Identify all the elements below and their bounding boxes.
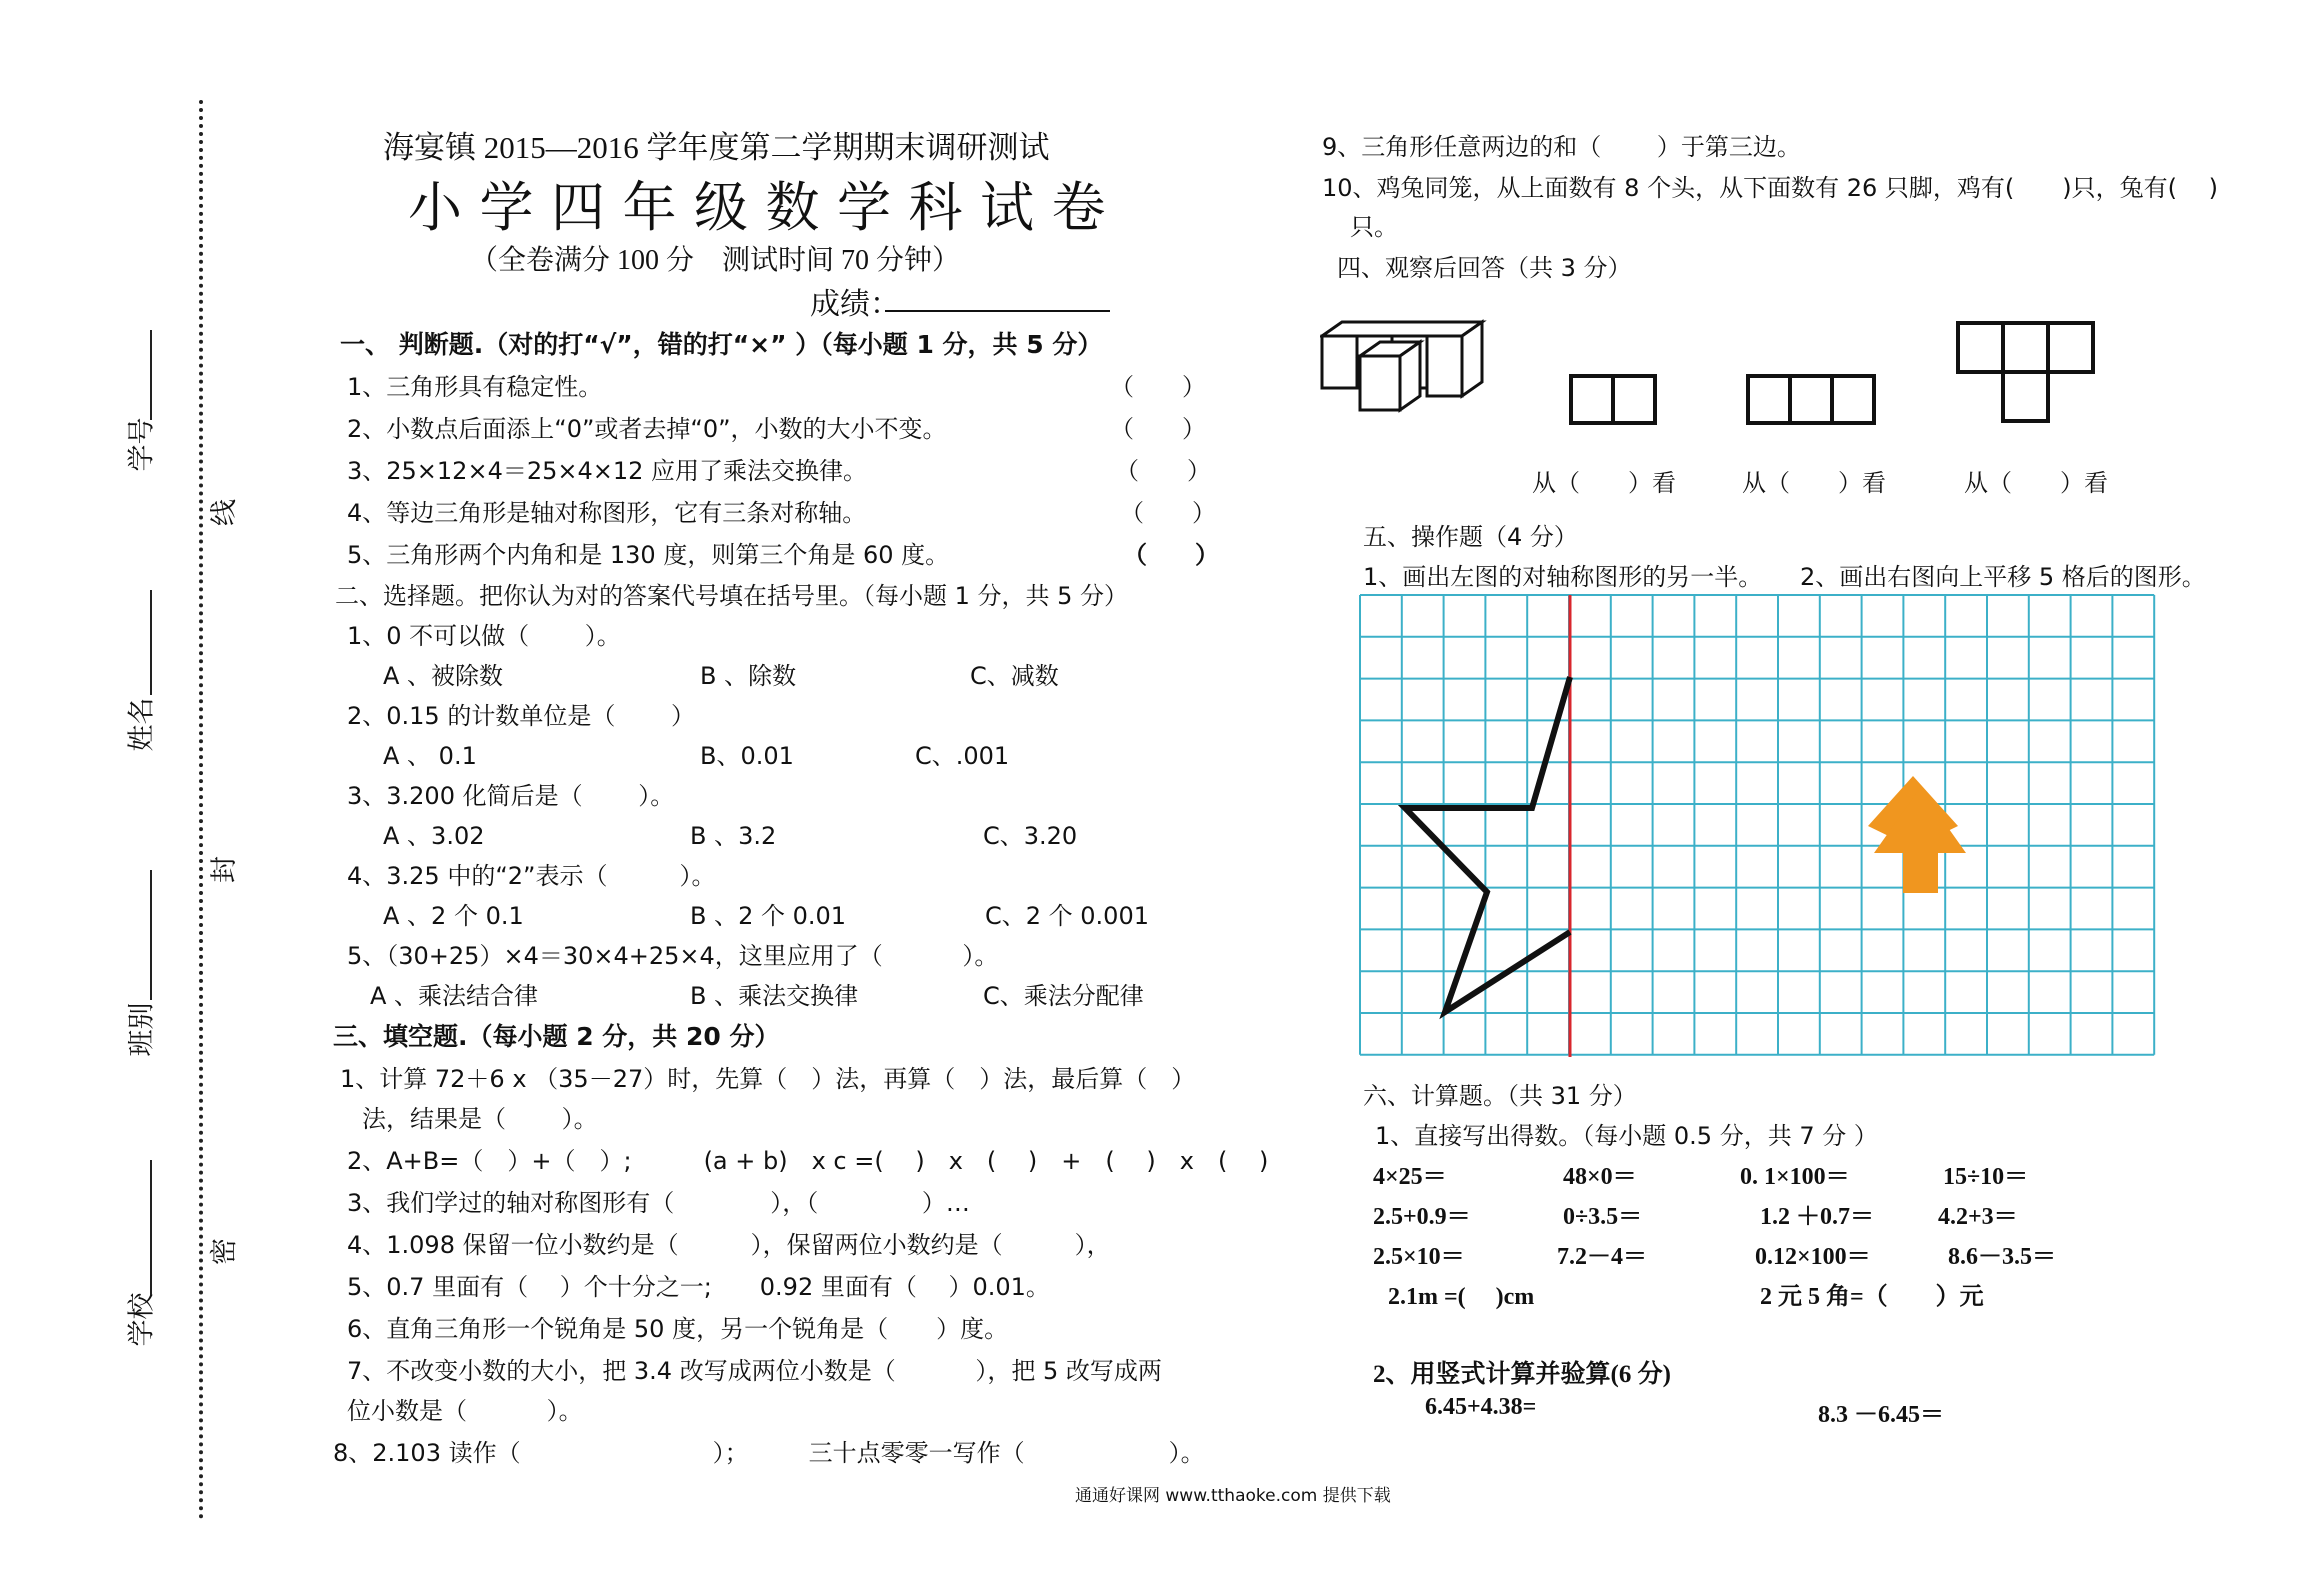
choice-q3-c[interactable]: C、3.20 (983, 822, 1078, 850)
binding-label-class: 班别 (126, 1002, 158, 1057)
section2-heading: 二、选择题。把你认为对的答案代号填在括号里。（每小题 1 分，共 5 分） (335, 582, 1129, 610)
choice-q2: 2、0.15 的计数单位是（ ） (347, 702, 695, 730)
view-label-1: 从（ ）看 (1532, 469, 1676, 497)
calc-r3-c4: 8.6－3.5＝ (1948, 1244, 2056, 1270)
choice-q1-a[interactable]: A 、被除数 (383, 662, 504, 690)
choice-q1-b[interactable]: B 、除数 (700, 662, 797, 690)
section4-heading: 四、观察后回答（共 3 分） (1337, 254, 1632, 282)
name-blank (150, 590, 152, 695)
judge-item-3: 3、25×12×4＝25×4×12 应用了乘法交换律。 (347, 457, 868, 485)
calc-r1-c3: 0. 1×100＝ (1740, 1164, 1850, 1190)
choice-q3: 3、3.200 化简后是（ ）。 (347, 782, 675, 810)
half-star-shape (1405, 677, 1570, 1012)
choice-q4-a[interactable]: A 、2 个 0.1 (383, 902, 524, 930)
choice-q2-c[interactable]: C、.001 (915, 742, 1010, 770)
footer-source: 通通好课网 www.tthaoke.com 提供下载 (1075, 1486, 1391, 1506)
choice-q4: 4、3.25 中的“2”表示（ ）。 (347, 862, 716, 890)
fill-q6: 6、直角三角形一个锐角是 50 度，另一个锐角是（ ）度。 (347, 1315, 1009, 1343)
section5-q2: 2、画出右图向上平移 5 格后的图形。 (1800, 563, 2206, 591)
fill-q7-line2: 位小数是（ ）。 (347, 1397, 583, 1425)
choice-q1: 1、0 不可以做（ ）。 (347, 622, 621, 650)
judge-item-4: 4、等边三角形是轴对称图形，它有三条对称轴。 (347, 499, 867, 527)
calc-r1-c1: 4×25＝ (1373, 1164, 1447, 1190)
score-blank (885, 310, 1110, 312)
seal-char-secret: 密 (209, 1238, 240, 1265)
calc-r1-c4: 15÷10＝ (1943, 1164, 2029, 1190)
score-label: 成绩： (810, 288, 900, 321)
binding-label-school: 学校 (126, 1292, 158, 1347)
calc-r1-c2: 48×0＝ (1563, 1164, 1637, 1190)
choice-q5-c[interactable]: C、乘法分配律 (983, 982, 1144, 1010)
section6-sub1: 1、直接写出得数。（每小题 0.5 分，共 7 分 ） (1375, 1122, 1878, 1150)
view-t-shape (1955, 320, 2100, 425)
choice-q1-c[interactable]: C、减数 (970, 662, 1059, 690)
section5-heading: 五、操作题（4 分） (1363, 523, 1578, 551)
choice-q2-a[interactable]: A 、 0.1 (383, 742, 477, 770)
binding-label-name: 姓名 (126, 697, 158, 752)
fill-q8: 8、2.103 读作（ ）； 三十点零零一写作（ ）。 (333, 1439, 1205, 1467)
fill-q9: 9、三角形任意两边的和（ ）于第三边。 (1322, 133, 1801, 161)
seal-char-line: 线 (209, 499, 240, 526)
section3-heading: 三、填空题.（每小题 2 分，共 20 分） (333, 1022, 780, 1051)
fill-q1-line2: 法，结果是（ ）。 (362, 1105, 598, 1133)
judge-paren-4[interactable]: （ ） (1120, 499, 1216, 527)
vertical-calc-2: 8.3 －6.45＝ (1818, 1402, 1944, 1428)
section6-heading: 六、计算题。（共 31 分） (1363, 1082, 1637, 1110)
school-blank (150, 1160, 152, 1295)
student-id-blank (150, 330, 152, 420)
exam-subtitle: （全卷满分 100 分 测试时间 70 分钟） (470, 245, 961, 276)
judge-paren-3[interactable]: （ ） (1115, 457, 1211, 485)
section5-q1: 1、画出左图的对轴称图形的另一半。 (1363, 563, 1763, 591)
judge-paren-2[interactable]: （ ） (1110, 415, 1206, 443)
view-label-2: 从（ ）看 (1742, 469, 1886, 497)
calc-r2-c4: 4.2+3＝ (1938, 1204, 2018, 1230)
fill-q1-line1: 1、计算 72＋6 x （35－27）时，先算（ ）法，再算（ ）法，最后算（ ） (340, 1065, 1196, 1093)
choice-q5-a[interactable]: A 、乘法结合律 (370, 982, 539, 1010)
calc-r3-c1: 2.5×10＝ (1373, 1244, 1465, 1270)
judge-paren-1[interactable]: （ ） (1110, 373, 1206, 401)
choice-q3-a[interactable]: A 、3.02 (383, 822, 485, 850)
fill-q2: 2、A+B=（ ）+（ ）; (a + b) x c =( ) x ( ) + ( ) x ( ) (347, 1147, 1269, 1175)
vertical-calc-1: 6.45+4.38= (1425, 1394, 1537, 1420)
choice-q3-b[interactable]: B 、3.2 (690, 822, 777, 850)
exam-header-line: 海宴镇 2015—2016 学年度第二学期期末调研测试 (383, 130, 1050, 165)
drawing-grid[interactable] (1355, 590, 2165, 1070)
class-blank (150, 870, 152, 1000)
choice-q5-b[interactable]: B 、乘法交换律 (690, 982, 859, 1010)
calc-r2-c3: 1.2 ＋0.7＝ (1760, 1204, 1874, 1230)
judge-item-2: 2、小数点后面添上“0”或者去掉“0”，小数的大小不变。 (347, 415, 947, 443)
choice-q2-b[interactable]: B、0.01 (700, 742, 794, 770)
calc-r2-c1: 2.5+0.9＝ (1373, 1204, 1471, 1230)
fill-q10-line2: 只。 (1350, 213, 1398, 241)
fill-q3: 3、我们学过的轴对称图形有（ ），（ ）… (347, 1189, 970, 1217)
fill-q10-line1: 10、鸡兔同笼，从上面数有 8 个头，从下面数有 26 只脚，鸡有( )只，兔有( ) (1322, 174, 2218, 202)
calc-r3-c3: 0.12×100＝ (1755, 1244, 1871, 1270)
calc-r4-c2: 2 元 5 角=（ ）元 (1760, 1284, 1984, 1310)
binding-label-student-id: 学号 (126, 417, 158, 472)
view-two-squares (1568, 373, 1663, 428)
choice-q4-b[interactable]: B 、2 个 0.01 (690, 902, 847, 930)
judge-item-1: 1、三角形具有稳定性。 (347, 373, 603, 401)
fill-q4: 4、1.098 保留一位小数约是（ ），保留两位小数约是（ ）， (347, 1231, 1111, 1259)
grid-lines (1360, 595, 2154, 1055)
cube-stack-figure (1320, 318, 1500, 428)
calc-r3-c2: 7.2－4＝ (1557, 1244, 1647, 1270)
section1-heading: 一、 判断题.（对的打“√”，错的打“×” ）（每小题 1 分，共 5 分） (340, 330, 1103, 359)
calc-r2-c2: 0÷3.5＝ (1563, 1204, 1643, 1230)
judge-item-5: 5、三角形两个内角和是 130 度，则第三个角是 60 度。 (347, 541, 950, 569)
calc-r4-c1: 2.1m =( )cm (1388, 1284, 1535, 1310)
choice-q5: 5、（30+25）×4＝30×4+25×4，这里应用了（ ）。 (347, 942, 999, 970)
judge-paren-5[interactable]: （ ） (1123, 541, 1219, 569)
choice-q4-c[interactable]: C、2 个 0.001 (985, 902, 1149, 930)
seal-char-seal: 封 (209, 856, 240, 883)
exam-title: 小 学 四 年 级 数 学 科 试 卷 (408, 178, 1108, 238)
fill-q5: 5、0.7 里面有（ ）个十分之一; 0.92 里面有（ ）0.01。 (347, 1273, 1050, 1301)
binding-dotted-line (199, 100, 203, 1520)
view-label-3: 从（ ）看 (1964, 469, 2108, 497)
view-three-squares (1745, 373, 1880, 428)
fill-q7-line1: 7、不改变小数的大小，把 3.4 改写成两位小数是（ ），把 5 改写成两 (347, 1357, 1162, 1385)
section6-sub2: 2、用竖式计算并验算(6 分) (1373, 1361, 1671, 1388)
